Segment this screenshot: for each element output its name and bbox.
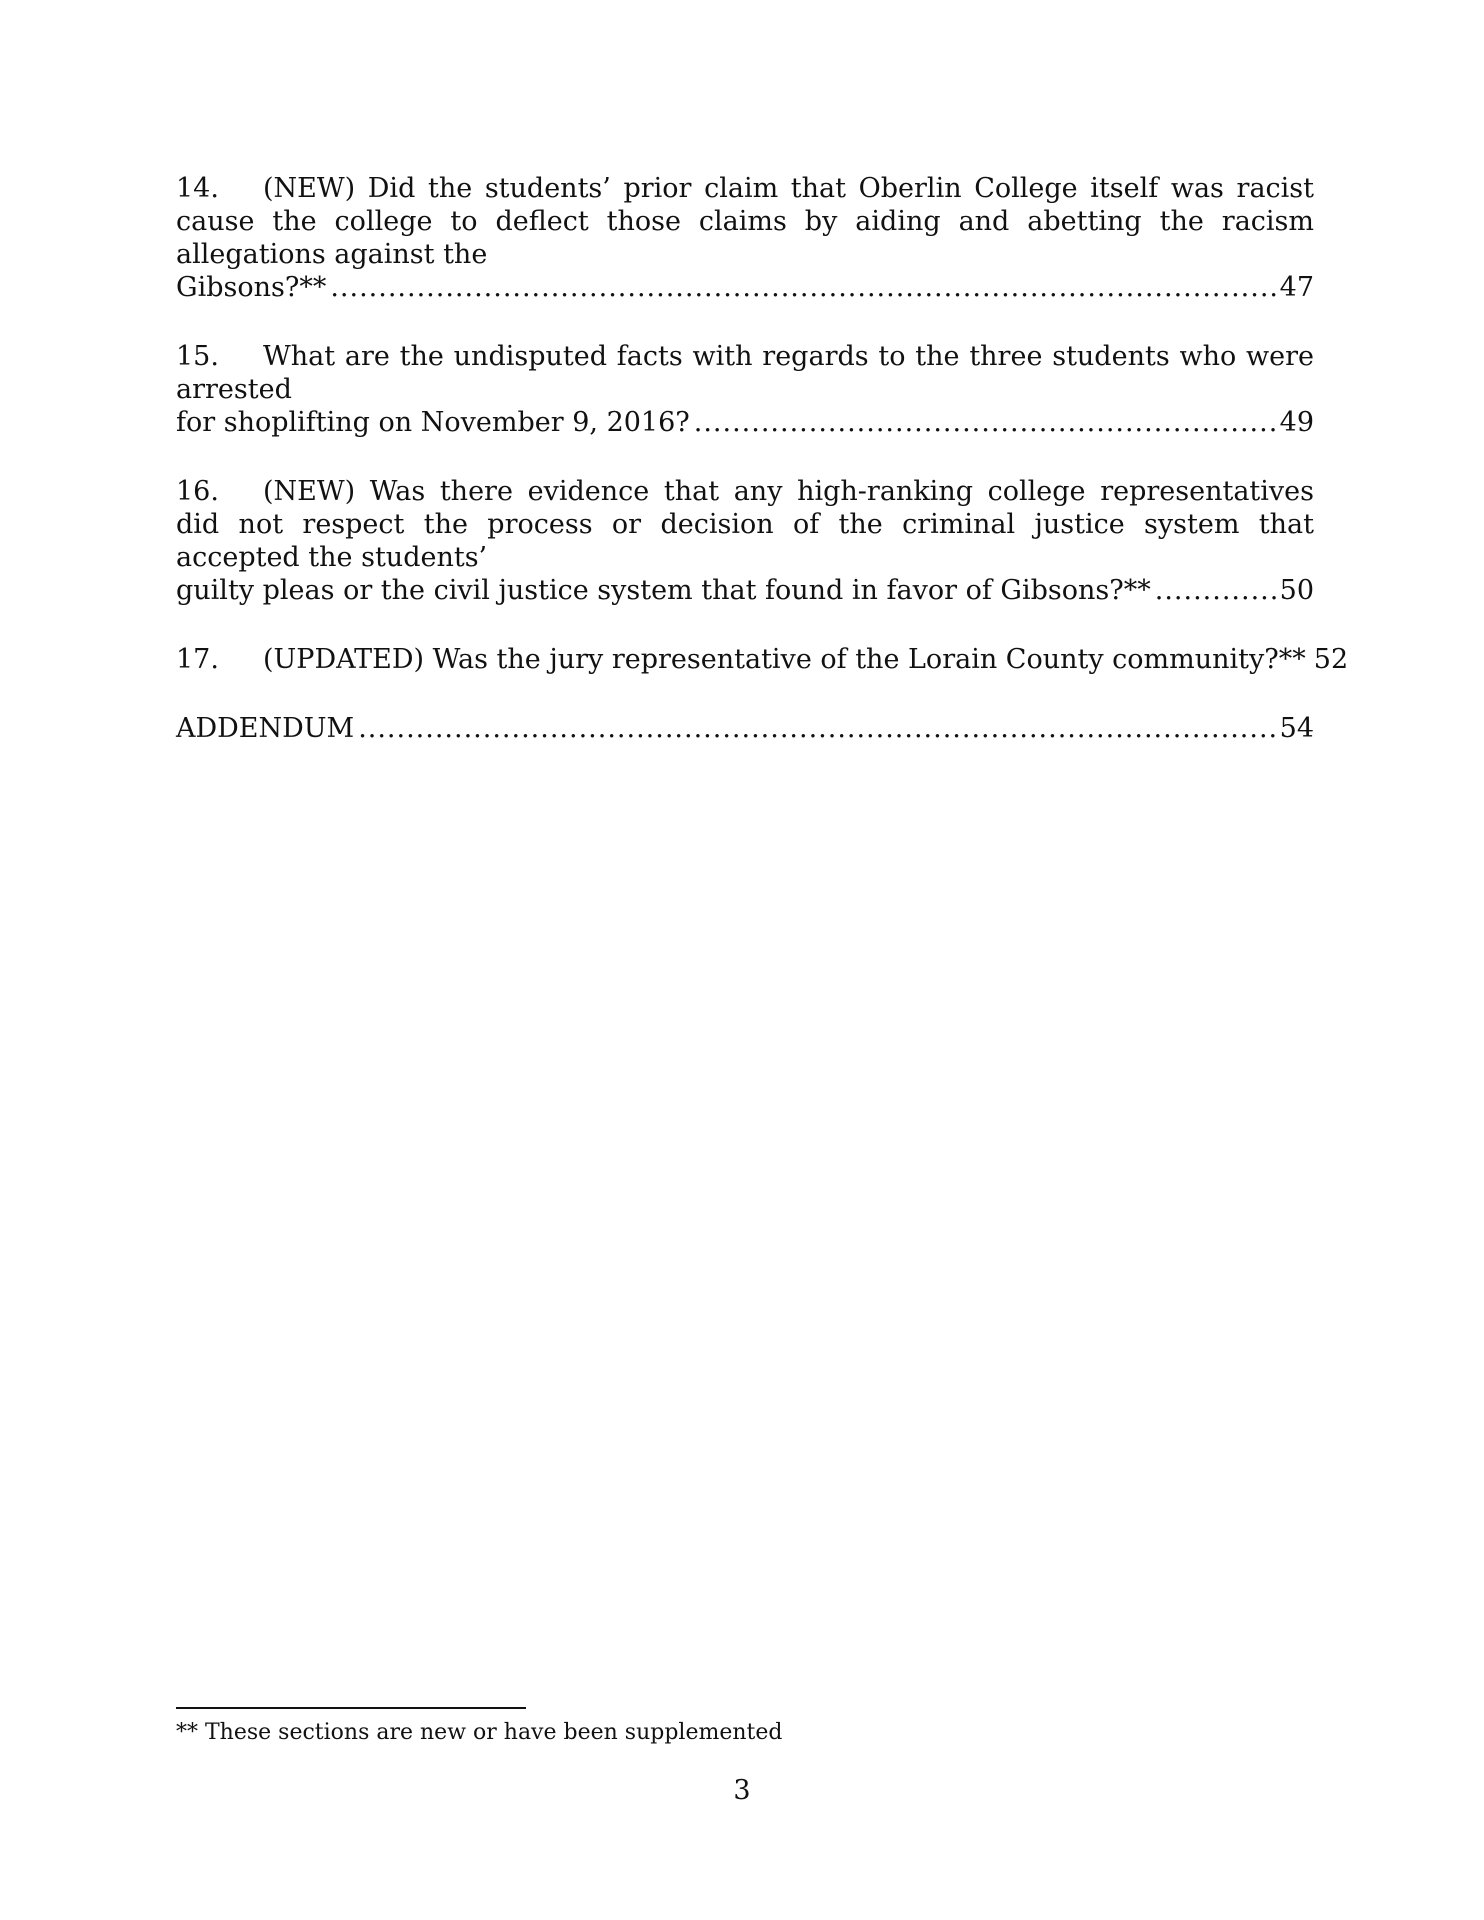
toc-entry-17-page: 52 (1313, 644, 1349, 675)
dot-leader (694, 406, 1276, 439)
footnote: ** These sections are new or have been supplemented (176, 1720, 783, 1745)
toc-entry-17-text: (UPDATED) Was the jury representative of the Lorain County community?** (263, 644, 1306, 675)
toc-entry-15-body (176, 340, 1314, 406)
toc-entry-17-lastline (176, 643, 1349, 676)
toc-entry-16-body (176, 475, 1314, 574)
toc-entry-14-text: (NEW) Did the students’ prior claim that Oberlin College itself was racist cause the college to deflect those claims by aiding and abetting the racism allegations against the (176, 173, 1314, 270)
toc-entry-14 (176, 172, 1314, 304)
toc-entry-14-page: 47 (1279, 272, 1314, 303)
toc-entry-addendum-page: 54 (1279, 713, 1314, 744)
toc-entry-addendum-lastline (176, 712, 1314, 745)
toc-entry-16-text: (NEW) Was there evidence that any high-ranking college representatives did not respect the process or decision of the criminal justice system that accepted the students’ (176, 476, 1314, 573)
toc-entry-17 (176, 643, 1349, 676)
toc-entry-14-body (176, 172, 1314, 271)
toc-entry-17-number: 17. (176, 644, 219, 675)
page-number: 3 (733, 1775, 751, 1806)
dot-leader (1155, 574, 1276, 607)
footnote-separator (176, 1707, 526, 1709)
toc-entry-14-lastline-text: Gibsons?** (176, 272, 327, 303)
toc-entry-15-page: 49 (1279, 407, 1314, 438)
toc-entry-16-lastline (176, 574, 1314, 607)
toc-entry-15 (176, 340, 1314, 439)
table-of-contents (176, 172, 1349, 781)
toc-entry-addendum (176, 712, 1314, 745)
toc-entry-14-number: 14. (176, 173, 219, 204)
toc-entry-16 (176, 475, 1314, 607)
toc-entry-15-lastline (176, 406, 1314, 439)
toc-entry-16-number: 16. (176, 476, 219, 507)
toc-entry-15-number: 15. (176, 341, 219, 372)
toc-entry-16-page: 50 (1279, 575, 1314, 606)
toc-entry-14-lastline (176, 271, 1314, 304)
toc-entry-15-text: What are the undisputed facts with regards to the three students who were arrested (176, 341, 1314, 405)
toc-entry-15-lastline-text: for shoplifting on November 9, 2016? (176, 407, 690, 438)
dot-leader (330, 271, 1275, 304)
toc-entry-16-lastline-text: guilty pleas or the civil justice system that found in favor of Gibsons?** (176, 575, 1151, 606)
dot-leader (358, 712, 1275, 745)
toc-entry-17-lastline-text (176, 643, 1306, 676)
toc-entry-addendum-text: ADDENDUM (176, 713, 355, 744)
